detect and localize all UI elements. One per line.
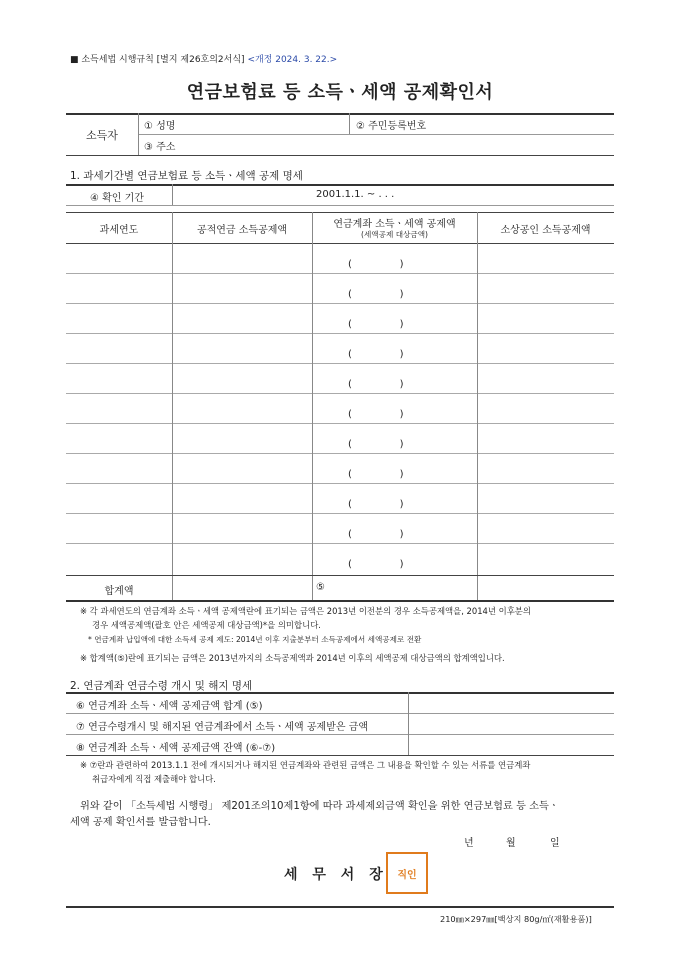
period-label: ④ 확인 기간 (90, 193, 144, 204)
date-year: 년 (464, 838, 474, 849)
address-label: ③ 주소 (144, 142, 176, 153)
period-value: 2001.1.1. ~ . . . (316, 189, 395, 200)
col-small-business: 소상공인 소득공제액 (500, 225, 591, 236)
rule (66, 113, 614, 115)
rule (138, 134, 614, 135)
rule (477, 212, 478, 600)
note2-line2: 취급자에게 직접 제출해야 합니다. (92, 774, 216, 784)
rule (66, 155, 614, 156)
row-rule (66, 483, 614, 484)
name-label: ① 성명 (144, 121, 176, 132)
document-title: 연금보험료 등 소득ㆍ세액 공제확인서 (186, 82, 494, 103)
paper-spec: 210㎜×297㎜[백상지 80g/㎡(재활용품)] (440, 914, 592, 924)
row-rule (66, 393, 614, 394)
col-pension-account: 연금계좌 소득ㆍ세액 공제액 (333, 219, 456, 230)
rule (66, 243, 614, 244)
total-mark: ⑤ (316, 582, 325, 593)
col-pension-account-sub: (세액공제 대상금액) (360, 230, 429, 239)
rrn-label: ② 주민등록번호 (356, 121, 427, 132)
row-rule (66, 303, 614, 304)
taxpayer-label: 소득자 (86, 129, 118, 142)
section2-row-7: ⑦ 연금수령개시 및 해지된 연금계좌에서 소득ㆍ세액 공제받은 금액 (76, 722, 369, 733)
row-rule (66, 363, 614, 364)
rule (66, 600, 614, 602)
rule (349, 113, 350, 134)
row-paren: ( ) (348, 259, 404, 270)
rule (66, 205, 614, 206)
rule (66, 575, 614, 576)
rule (66, 184, 614, 186)
row-paren: ( ) (348, 349, 404, 360)
form-reference (70, 52, 337, 65)
section1-heading: 1. 과세기간별 연금보험료 등 소득ㆍ세액 공제 명세 (70, 170, 303, 182)
col-year: 과세연도 (99, 225, 139, 236)
rule (172, 212, 173, 600)
note1-total: ※ 합계액(⑤)란에 표기되는 금액은 2013년까지의 소득공제액과 2014년 이후의 세액공제 대상금액의 합계액입니다. (80, 653, 505, 663)
row-rule (66, 453, 614, 454)
row-rule (66, 543, 614, 544)
rule (138, 113, 139, 155)
statement-line2: 세액 공제 확인서를 발급합니다. (70, 817, 211, 828)
row-paren: ( ) (348, 439, 404, 450)
row-rule (66, 513, 614, 514)
row-paren: ( ) (348, 499, 404, 510)
row-rule (66, 273, 614, 274)
tax-office-head: 세 무 서 장 (284, 867, 388, 883)
row-rule (66, 333, 614, 334)
row-paren: ( ) (348, 409, 404, 420)
total-label: 합계액 (104, 586, 134, 597)
rule (66, 713, 614, 714)
official-seal (386, 852, 428, 894)
row-paren: ( ) (348, 289, 404, 300)
col-public-pension: 공적연금 소득공제액 (196, 225, 288, 236)
section2-row-8: ⑧ 연금계좌 소득ㆍ세액 공제금액 잔액 (⑥-⑦) (76, 743, 276, 754)
rule (312, 212, 313, 600)
note1-line1: ※ 각 과세연도의 연금계좌 소득ㆍ세액 공제액란에 표기되는 금액은 2013년 이전분의 경우 소득공제액을, 2014년 이후분의 (80, 606, 531, 616)
note2-line1: ※ ⑦란과 관련하여 2013.1.1 전에 개시되거나 해지된 연금계좌와 관련된 금액은 그 내용을 확인할 수 있는 서류를 연금계좌 (80, 760, 531, 770)
section2-heading: 2. 연금계좌 연금수령 개시 및 해지 명세 (70, 680, 253, 692)
rule (408, 692, 409, 755)
rule (66, 212, 614, 213)
row-rule (66, 423, 614, 424)
revision-date: <개정 2024. 3. 22.> (247, 55, 338, 65)
rule (66, 692, 614, 694)
rule (66, 906, 614, 908)
note1-line2: 경우 세액공제액(괄호 안은 세액공제 대상금액)*을 의미합니다. (92, 620, 321, 630)
date-month: 월 (506, 838, 516, 849)
rule (172, 184, 173, 205)
date-day: 일 (550, 838, 560, 849)
row-paren: ( ) (348, 559, 404, 570)
section2-row-6: ⑥ 연금계좌 소득ㆍ세액 공제금액 합계 (⑤) (76, 701, 263, 712)
rule (66, 734, 614, 735)
row-paren: ( ) (348, 379, 404, 390)
statement-line1: 위와 같이 「소득세법 시행령」 제201조의10제1항에 따라 과세제외금액 확인을 위한 연금보험료 등 소득ㆍ (80, 801, 559, 812)
seal-text: 직인 (397, 869, 417, 881)
row-paren: ( ) (348, 469, 404, 480)
rule (66, 755, 614, 756)
row-paren: ( ) (348, 319, 404, 330)
row-paren: ( ) (348, 529, 404, 540)
note1-footnote: * 연금계좌 납입액에 대한 소득세 공제 제도: 2014년 이후 지출분부터 소득공제에서 세액공제로 전환 (88, 635, 422, 644)
form-ref-text: ■ 소득세법 시행규칙 [별지 제26호의2서식] (70, 55, 245, 65)
